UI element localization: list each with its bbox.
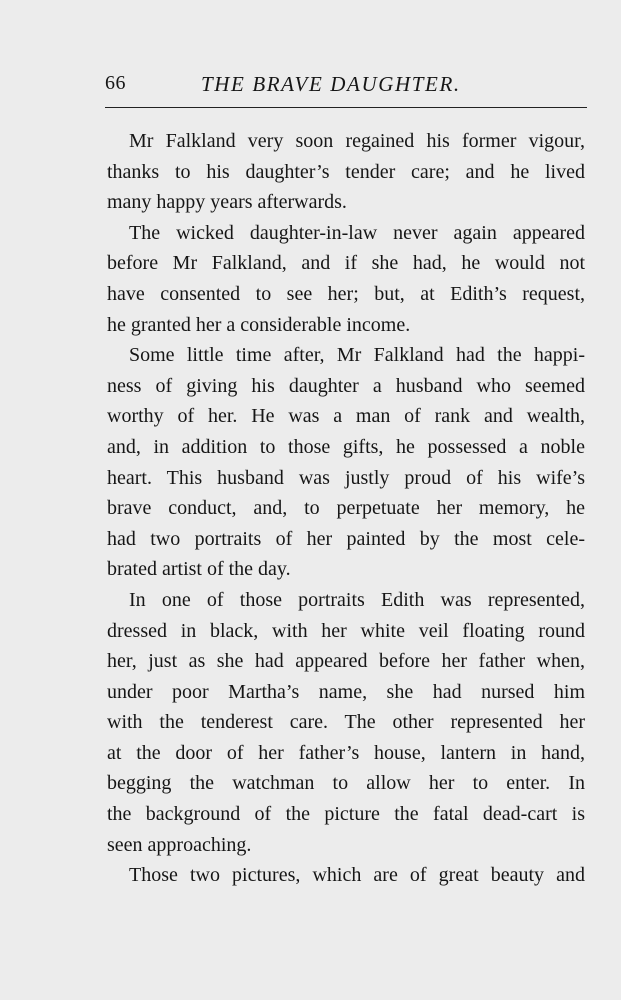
text-line: The wicked daughter-in-law never again appeared — [129, 221, 585, 244]
text-line: Mr Falkland very soon regained his former vigour, — [129, 130, 585, 152]
text-line: her, just as she had appeared before her father when, — [107, 650, 585, 673]
page-number: 66 — [105, 72, 126, 94]
text-line: brated artist of the day. — [107, 558, 291, 581]
text-line: and, in addition to those gifts, he possessed a noble — [107, 435, 585, 458]
text-line: begging the watchman to allow her to enter. In — [107, 772, 585, 795]
text-line: under poor Martha’s name, she had nursed him — [107, 680, 585, 703]
text-line: In one of those portraits Edith was represented, — [129, 588, 585, 611]
text-line: before Mr Falkland, and if she had, he would not — [107, 252, 585, 275]
running-title: THE BRAVE DAUGHTER. — [201, 72, 461, 96]
page-header — [105, 72, 587, 100]
text-line: ness of giving his daughter a husband who seemed — [107, 374, 585, 397]
text-line: dressed in black, with her white veil floating round — [107, 619, 585, 642]
header-rule — [105, 107, 587, 108]
text-line: at the door of her father’s house, lantern in hand, — [107, 741, 585, 764]
text-line: thanks to his daughter’s tender care; and he lived — [107, 160, 585, 183]
text-line: with the tenderest care. The other represented her — [107, 711, 585, 734]
text-line: the background of the picture the fatal dead-cart is — [107, 803, 585, 826]
text-line: had two portraits of her painted by the most cele- — [107, 527, 585, 550]
text-line: heart. This husband was justly proud of his wife’s — [107, 466, 585, 489]
text-line: seen approaching. — [107, 833, 252, 856]
text-line: many happy years afterwards. — [107, 191, 347, 214]
text-line: Some little time after, Mr Falkland had the happi- — [129, 344, 585, 367]
text-line: worthy of her. He was a man of rank and wealth, — [107, 405, 585, 428]
text-line: have consented to see her; but, at Edith’s request, — [107, 282, 585, 305]
text-line: Those two pictures, which are of great beauty and — [129, 864, 585, 887]
body-text — [107, 126, 585, 891]
text-line: brave conduct, and, to perpetuate her memory, he — [107, 497, 585, 520]
text-line: he granted her a considerable income. — [107, 313, 411, 336]
